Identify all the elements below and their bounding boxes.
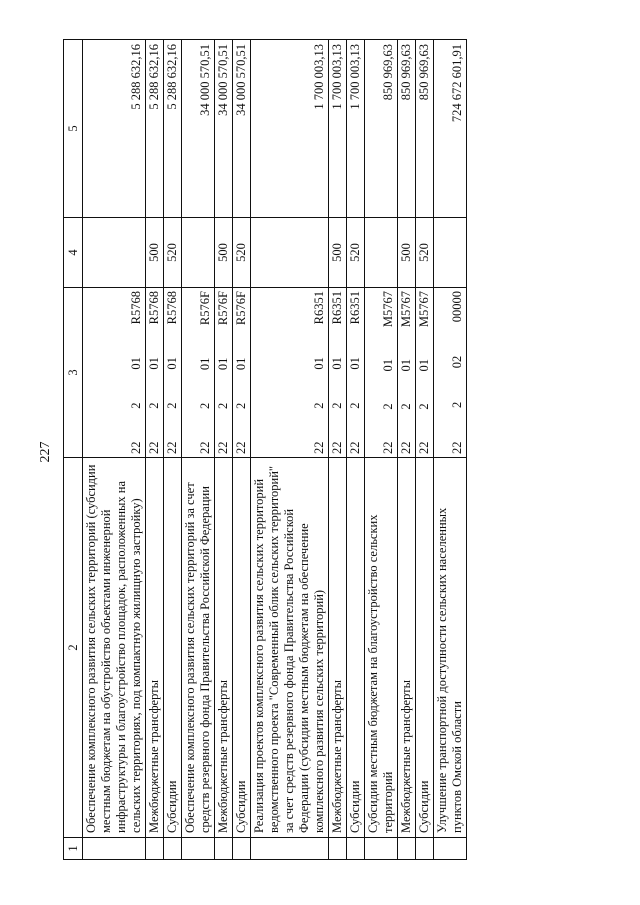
row-name-cell: Реализация проектов комплексного развития сельских территорий ведомственного проекта "Современный облик сельских территорий" за счет средств резервного фонда Правительства Российской Федерации (субсидии местным бюджетам на обеспечение комплексного развития сельских территорий): [251, 458, 329, 838]
row-name-cell: Межбюджетные трансферты: [215, 458, 233, 838]
code-part-c1: 22: [417, 441, 431, 454]
row-amount-cell: 34 000 570,51: [215, 40, 233, 218]
header-col-4: 4: [64, 218, 83, 288]
table-row: [416, 40, 434, 860]
code-part-c4: R576F: [234, 291, 248, 326]
code-part-c4: R5768: [129, 291, 143, 325]
code-part-c4: M5767: [399, 291, 413, 328]
table-row: [83, 40, 146, 860]
code-part-c1: 22: [129, 441, 143, 454]
program-code: [381, 291, 396, 454]
table-row: [164, 40, 182, 860]
row-code-cell: [164, 288, 182, 458]
code-part-c3: 01: [399, 359, 413, 372]
code-part-c3: 01: [234, 357, 248, 371]
code-part-c1: 22: [198, 441, 212, 454]
row-name-cell: Субсидии: [233, 458, 251, 838]
table-row: [347, 40, 365, 860]
row-type-cell: [365, 218, 398, 288]
table-row: [215, 40, 233, 860]
row-type-cell: [83, 218, 146, 288]
row-name-cell: Обеспечение комплексного развития сельских территорий (субсидии местным бюджетам на обустройство объектами инженерной инфраструктуры и благоустройство площадок, расположенных на сельских территориях, под компактную жилищную застройку): [83, 458, 146, 838]
row-col-1: [365, 838, 398, 860]
row-amount-cell: 5 288 632,16: [164, 40, 182, 218]
row-col-1: [347, 838, 365, 860]
row-amount-cell: 5 288 632,16: [146, 40, 164, 218]
row-type-cell: 520: [416, 218, 434, 288]
row-col-1: [164, 838, 182, 860]
code-part-c4: R6351: [330, 291, 344, 325]
code-part-c3: 02: [450, 355, 464, 369]
budget-table-sheet: [63, 40, 588, 860]
row-amount-cell: 850 969,63: [416, 40, 434, 218]
budget-table: [63, 39, 467, 860]
row-code-cell: [251, 288, 329, 458]
table-row: [365, 40, 398, 860]
row-col-1: [398, 838, 416, 860]
row-code-cell: [434, 288, 467, 458]
row-name-cell: Обеспечение комплексного развития сельских территорий за счет средств резервного фонда Правительства Российской Федерации: [182, 458, 215, 838]
header-col-2: 2: [64, 458, 83, 838]
program-code: [129, 291, 144, 454]
program-code: [399, 291, 414, 454]
code-part-c4: R576F: [198, 291, 212, 326]
header-row: [64, 40, 83, 860]
table-row: [329, 40, 347, 860]
row-col-1: [329, 838, 347, 860]
table-row: [398, 40, 416, 860]
table-row: [182, 40, 215, 860]
code-part-c1: 22: [147, 441, 161, 454]
code-part-c4: M5767: [417, 291, 431, 328]
row-type-cell: [434, 218, 467, 288]
row-type-cell: 500: [398, 218, 416, 288]
row-type-cell: 500: [146, 218, 164, 288]
code-part-c1: 22: [165, 441, 179, 454]
code-part-c4: R5768: [147, 291, 161, 325]
row-amount-cell: 850 969,63: [398, 40, 416, 218]
code-part-c2: 2: [417, 403, 431, 410]
header-col-3: 3: [64, 288, 83, 458]
code-part-c1: 22: [450, 441, 464, 454]
code-part-c4: R6351: [348, 291, 362, 325]
code-part-c3: 01: [165, 357, 179, 370]
row-type-cell: [251, 218, 329, 288]
row-col-1: [146, 838, 164, 860]
row-amount-cell: 724 672 601,91: [434, 40, 467, 218]
program-code: [312, 291, 327, 454]
row-name-cell: Субсидии: [347, 458, 365, 838]
program-code: [348, 291, 363, 454]
code-part-c1: 22: [312, 441, 326, 454]
row-name-cell: Субсидии: [164, 458, 182, 838]
table-row: [251, 40, 329, 860]
row-type-cell: [182, 218, 215, 288]
row-type-cell: 500: [215, 218, 233, 288]
code-part-c3: 01: [216, 357, 230, 371]
table-row: [233, 40, 251, 860]
code-part-c2: 2: [330, 402, 344, 409]
page-number: 227: [38, 441, 53, 463]
program-code: [450, 291, 465, 454]
row-name-cell: Межбюджетные трансферты: [329, 458, 347, 838]
row-col-1: [83, 838, 146, 860]
program-code: [417, 291, 432, 454]
code-part-c4: 00000: [450, 291, 464, 323]
code-part-c3: 01: [381, 359, 395, 372]
row-name-cell: Субсидии местным бюджетам на благоустройство сельских территорий: [365, 458, 398, 838]
row-col-1: [182, 838, 215, 860]
code-part-c3: 01: [198, 357, 212, 371]
code-part-c2: 2: [399, 403, 413, 410]
code-part-c2: 2: [147, 402, 161, 409]
row-type-cell: 500: [329, 218, 347, 288]
code-part-c3: 01: [348, 357, 362, 370]
row-amount-cell: 1 700 003,13: [251, 40, 329, 218]
row-col-1: [434, 838, 467, 860]
code-part-c4: R5768: [165, 291, 179, 325]
code-part-c2: 2: [312, 402, 326, 409]
program-code: [198, 291, 213, 454]
program-code: [147, 291, 162, 454]
row-amount-cell: 1 700 003,13: [329, 40, 347, 218]
program-code: [330, 291, 345, 454]
code-part-c2: 2: [198, 402, 212, 409]
row-code-cell: [347, 288, 365, 458]
code-part-c1: 22: [348, 441, 362, 454]
code-part-c2: 2: [216, 402, 230, 409]
code-part-c3: 01: [147, 357, 161, 370]
row-code-cell: [83, 288, 146, 458]
row-code-cell: [398, 288, 416, 458]
code-part-c1: 22: [234, 441, 248, 454]
row-col-1: [215, 838, 233, 860]
code-part-c3: 01: [330, 357, 344, 370]
code-part-c1: 22: [399, 441, 413, 454]
row-code-cell: [215, 288, 233, 458]
row-type-cell: 520: [347, 218, 365, 288]
header-col-5: 5: [64, 40, 83, 218]
row-amount-cell: 1 700 003,13: [347, 40, 365, 218]
table-row: [146, 40, 164, 860]
code-part-c2: 2: [381, 403, 395, 410]
row-col-1: [251, 838, 329, 860]
code-part-c3: 01: [417, 359, 431, 372]
row-type-cell: 520: [233, 218, 251, 288]
code-part-c1: 22: [330, 441, 344, 454]
program-code: [216, 291, 231, 454]
row-type-cell: 520: [164, 218, 182, 288]
row-code-cell: [416, 288, 434, 458]
row-amount-cell: 34 000 570,51: [233, 40, 251, 218]
row-code-cell: [182, 288, 215, 458]
program-code: [234, 291, 249, 454]
code-part-c3: 01: [129, 357, 143, 370]
code-part-c2: 2: [234, 402, 248, 409]
row-amount-cell: 5 288 632,16: [83, 40, 146, 218]
code-part-c2: 2: [129, 402, 143, 409]
row-name-cell: Межбюджетные трансферты: [146, 458, 164, 838]
row-name-cell: Улучшение транспортной доступности сельских населенных пунктов Омской области: [434, 458, 467, 838]
code-part-c3: 01: [312, 357, 326, 370]
code-part-c2: 2: [348, 402, 362, 409]
code-part-c2: 2: [450, 401, 464, 408]
row-amount-cell: 34 000 570,51: [182, 40, 215, 218]
row-code-cell: [233, 288, 251, 458]
row-col-1: [233, 838, 251, 860]
row-name-cell: Межбюджетные трансферты: [398, 458, 416, 838]
code-part-c1: 22: [216, 441, 230, 454]
code-part-c1: 22: [381, 441, 395, 454]
code-part-c4: M5767: [381, 291, 395, 328]
table-row: [434, 40, 467, 860]
row-amount-cell: 850 969,63: [365, 40, 398, 218]
row-name-cell: Субсидии: [416, 458, 434, 838]
row-code-cell: [365, 288, 398, 458]
code-part-c4: R6351: [312, 291, 326, 325]
row-code-cell: [329, 288, 347, 458]
row-col-1: [416, 838, 434, 860]
row-code-cell: [146, 288, 164, 458]
code-part-c4: R576F: [216, 291, 230, 326]
program-code: [165, 291, 180, 454]
header-col-1: 1: [64, 838, 83, 860]
code-part-c2: 2: [165, 402, 179, 409]
